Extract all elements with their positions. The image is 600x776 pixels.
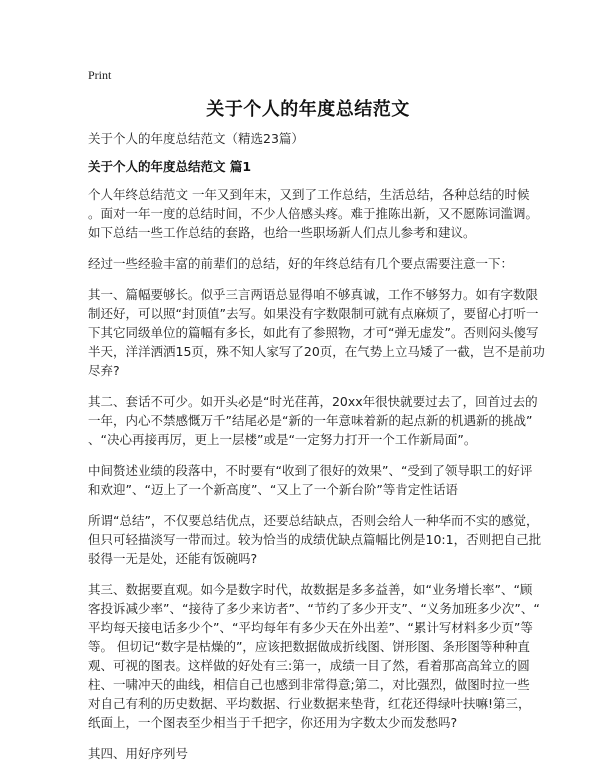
paragraph-line: 尽弃? bbox=[88, 363, 120, 378]
paragraph-line: 对自己有利的历史数据、平均数据、行业数据来垫背，红花还得绿叶扶嘛!第三， bbox=[88, 696, 531, 711]
document-subtitle: 关于个人的年度总结范文（精选23篇） bbox=[88, 131, 304, 146]
paragraph-line: 一年，内心不禁感慨万千”结尾必是“新的一年意味着新的起点新的机遇新的挑战” bbox=[88, 413, 533, 428]
paragraph-line: 其二、套话不可少。如开头必是“时光荏苒，20xx年很快就要过去了，回首过去的 bbox=[88, 394, 538, 409]
document-page bbox=[88, 68, 545, 775]
paragraph-line: 但只可轻描淡写一带而过。较为恰当的成绩优缺点篇幅比例是10:1，否则把自己批 bbox=[88, 532, 542, 547]
paragraph bbox=[88, 461, 533, 499]
paragraph-line: 所谓“总结”，不仅要总结优点，还要总结缺点，否则会给人一种华而不实的感觉， bbox=[88, 513, 539, 528]
paragraph-line: 观、可视的图表。这样做的好处有三:第一，成绩一目了然，看着那高高耸立的圆 bbox=[88, 658, 530, 673]
paragraph-line: 驳得一无是处，还能有饭碗吗? bbox=[88, 551, 258, 566]
paragraph-line: 经过一些经验丰富的前辈们的总结，好的年终总结有几个要点需要注意一下： bbox=[88, 256, 514, 271]
paragraph-line: 柱、一啸冲天的曲线，相信自己也感到非常得意;第二，对比强烈，做图时拉一些 bbox=[88, 677, 530, 692]
paragraph-line: 、“决心再接再厉，更上一层楼”或是“一定努力打开一个工作新局面”。 bbox=[88, 432, 477, 447]
paragraph-line: 制还好，可以照“封顶值”去写。如果没有字数限制可就有点麻烦了，要留心打听一 bbox=[88, 306, 539, 321]
paragraph-line: 其三、数据要直观。如今是数字时代，故数据是多多益善，如“业务增长率”、“顾 bbox=[88, 582, 533, 597]
section-heading: 关于个人的年度总结范文 篇1 bbox=[88, 159, 252, 174]
paragraph bbox=[88, 744, 528, 763]
print-label: Print bbox=[88, 68, 112, 82]
paragraph-line: 平均每天接电话多少个”、“平均每年有多少天在外出差”、“累计写材料多少页”等 bbox=[88, 620, 533, 635]
paragraph-line: 其一、篇幅要够长。似乎三言两语总显得咱不够真诚，工作不够努力。如有字数限 bbox=[88, 287, 539, 302]
paragraph-line: 个人年终总结范文 一年又到年末，又到了工作总结，生活总结，各种总结的时候 bbox=[88, 187, 530, 202]
paragraph-line: 纸面上，一个图表至少相当于千把字，你还用为字数太少而发愁吗? bbox=[88, 715, 458, 730]
paragraph-line: 如下总结一些工作总结的套路，也给一些职场新人们点儿参考和建议。 bbox=[88, 225, 476, 240]
paragraph-line: 等。 但切记“数字是枯燥的”，应该把数据做成折线图、饼形图、条形图等种种直 bbox=[88, 639, 530, 654]
paragraph bbox=[88, 185, 539, 242]
paragraph bbox=[88, 254, 528, 273]
paragraph bbox=[88, 511, 542, 568]
document-title: 关于个人的年度总结范文 bbox=[206, 99, 410, 120]
paragraph bbox=[88, 285, 545, 380]
paragraph-line: 客投诉减少率”、“接待了多少来访者”、“节约了多少开支”、“义务加班多少次”、“ bbox=[88, 601, 540, 616]
paragraph bbox=[88, 580, 540, 732]
paragraph bbox=[88, 392, 538, 449]
document-body bbox=[88, 185, 545, 763]
paragraph-line: 中间赘述业绩的段落中，不时要有“收到了很好的效果”、“受到了领导职工的好评 bbox=[88, 463, 533, 478]
paragraph-line: 其四、用好序列号 bbox=[88, 746, 189, 761]
paragraph-line: 半天，洋洋洒洒15页，殊不知人家写了20页，在气势上立马矮了一截，岂不是前功 bbox=[88, 344, 545, 359]
paragraph-line: 下其它同级单位的篇幅有多长，如此有了参照物，才可“弹无虚发”。否则闷头傻写 bbox=[88, 325, 539, 340]
paragraph-line: 和欢迎”、“迈上了一个新高度”、“又上了一个新台阶”等肯定性话语 bbox=[88, 482, 458, 497]
paragraph-line: 。面对一年一度的总结时间，不少人倍感头疼。难于推陈出新，又不愿陈词滥调。 bbox=[88, 206, 539, 221]
